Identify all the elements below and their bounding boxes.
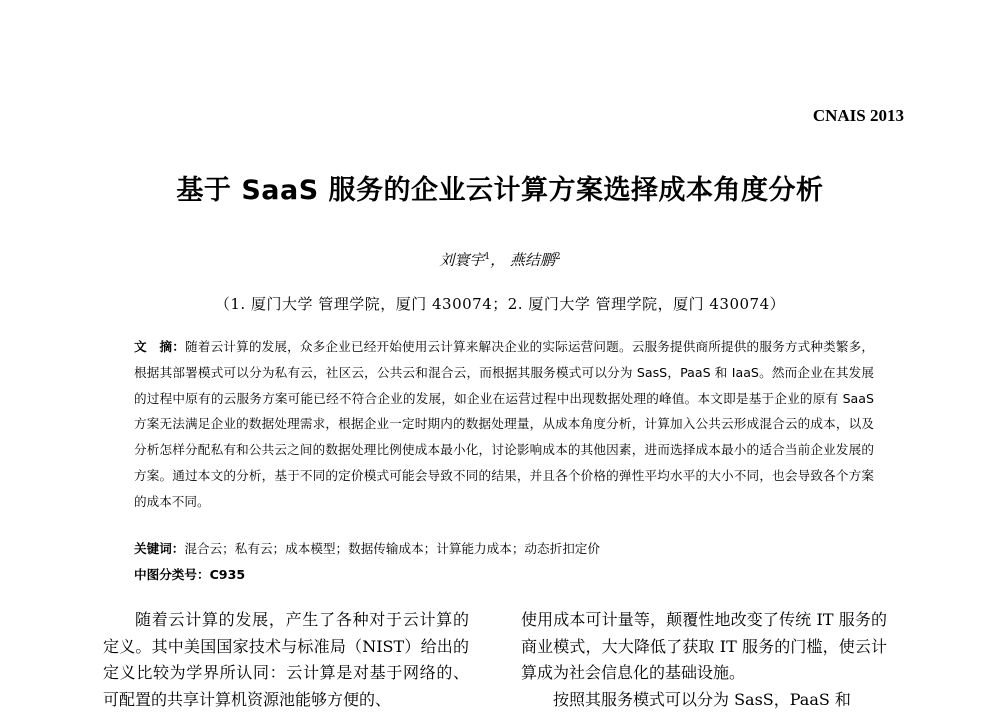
keywords-text: 混合云；私有云；成本模型；数据传输成本；计算能力成本；动态折扣定价 (184, 541, 600, 556)
body-column-left (103, 607, 469, 713)
body-paragraph: 随着云计算的发展，产生了各种对于云计算的定义。其中美国国家技术与标准局（NIST）给出的定义比较为学界所认同：云计算是对基于网络的、可配置的共享计算机资源池能够方便的、 (103, 607, 469, 713)
author-name: 燕结鹏 (510, 251, 555, 269)
author-line (0, 249, 1000, 270)
classification-label: 中图分类号： (134, 567, 210, 582)
abstract (134, 334, 874, 515)
author-separator: ， (490, 251, 505, 269)
body-paragraph: 使用成本可计量等，颠覆性地改变了传统 IT 服务的商业模式，大大降低了获取 IT 服务的门槛，使云计算成为社会信息化的基础设施。 (521, 607, 887, 687)
paper-title: 基于 SaaS 服务的企业云计算方案选择成本角度分析 (0, 168, 1000, 207)
classification-code: C935 (210, 567, 246, 582)
keywords-label: 关键词： (134, 541, 184, 556)
abstract-text: 随着云计算的发展，众多企业已经开始使用云计算来解决企业的实际运营问题。云服务提供商所提供的服务方式种类繁多，根据其部署模式可以分为私有云，社区云，公共云和混合云，而根据其服务模式可以分为 SasS，PaaS 和 IaaS。然而企业在其发展的过程中原有的云服务方案可能已经不符合企业的发展，如企业在运营过程中出现数据处理的峰值。本文即是基于企业的原有 SaaS 方案无法满足企业的数据处理需求，根据企业一定时期内的数据处理量，从成本角度分析，计算加入公共云形成混合云的成本，以及分析怎样分配私有和公共云之间的数据处理比例使成本最小化，讨论影响成本的其他因素，进而选择成本最小的适合当前企业发展的方案。通过本文的分析，基于不同的定价模式可能会导致不同的结果，并且各个价格的弹性平均水平的大小不同，也会导致各个方案的成本不同。 (134, 339, 874, 509)
abstract-label: 文 摘： (134, 339, 185, 354)
affiliation-mark: 1 (484, 252, 490, 262)
author-name: 刘寰宇 (439, 251, 484, 269)
conference-label: CNAIS 2013 (813, 106, 904, 126)
body-paragraph: 按照其服务模式可以分为 SasS，PaaS 和 (521, 687, 887, 713)
keywords (134, 538, 874, 557)
affiliation-line: （1. 厦门大学 管理学院，厦门 430074；2. 厦门大学 管理学院，厦门 430074） (0, 293, 1000, 314)
affiliation-mark: 2 (555, 252, 561, 262)
body-column-right (521, 607, 887, 713)
classification (134, 564, 874, 583)
